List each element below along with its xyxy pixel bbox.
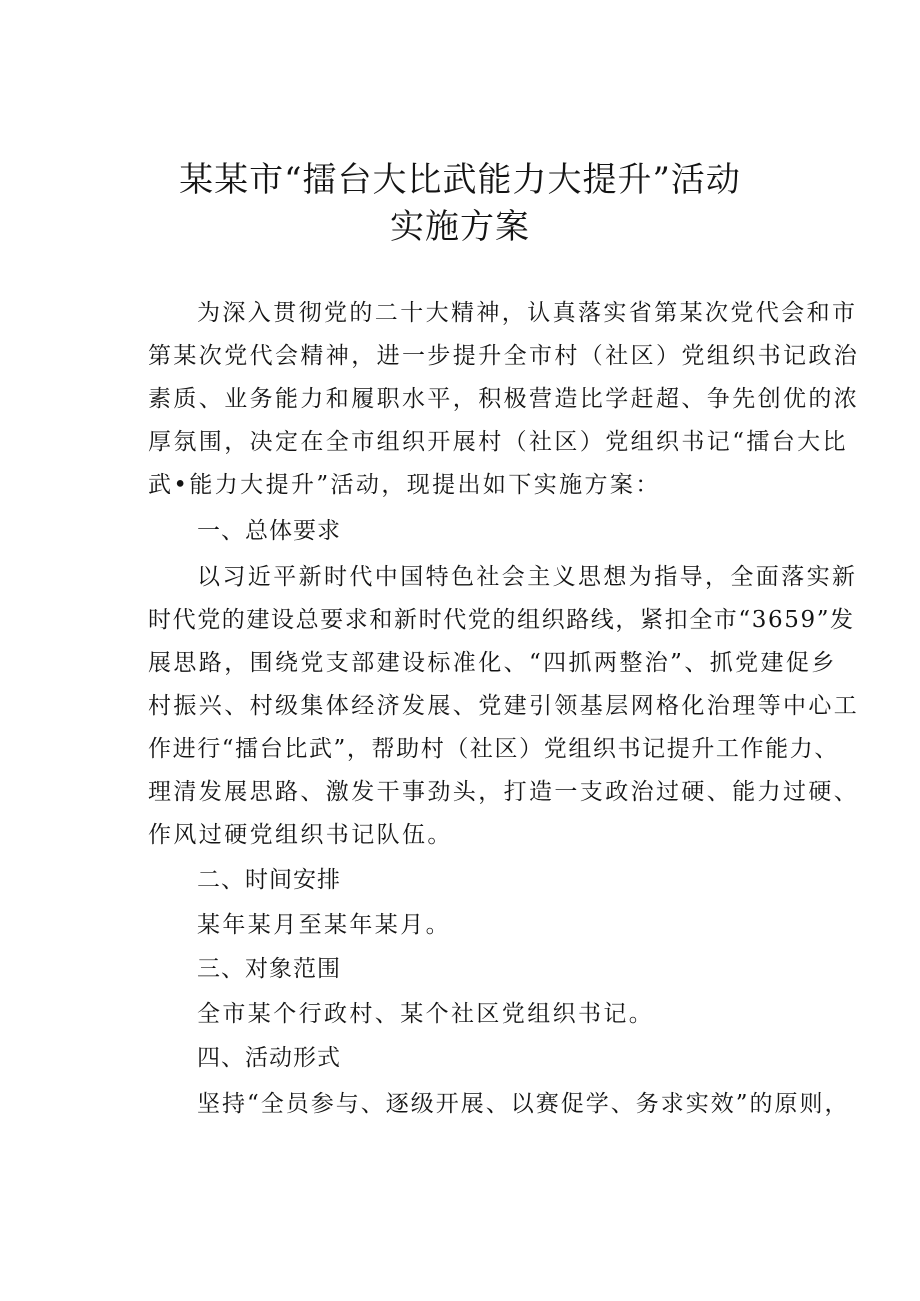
section-2-line-1: 某年某月至某年某月。 <box>197 912 451 938</box>
section-2-heading: 二、时间安排 <box>197 867 341 893</box>
intro-line-5: 武•能力大提升”活动，现提出如下实施方案： <box>148 472 661 498</box>
section-4-line-1: 坚持“全员参与、逐级开展、以赛促学、务求实效”的原则， <box>197 1091 850 1117</box>
document-title-line-1: 某某市“擂台大比武能力大提升”活动 <box>179 160 741 200</box>
section-1-line-6: 理清发展思路、激发干事劲头，打造一支政治过硬、能力过硬、 <box>148 779 860 805</box>
section-1-line-7: 作风过硬党组织书记队伍。 <box>148 822 453 848</box>
intro-line-1: 为深入贯彻党的二十大精神，认真落实省第某次党代会和市 <box>197 300 858 326</box>
section-4-heading: 四、活动形式 <box>197 1045 341 1071</box>
section-1-line-5: 作进行“擂台比武”，帮助村（社区）党组织书记提升工作能力、 <box>148 736 839 762</box>
section-3-line-1: 全市某个行政村、某个社区党组织书记。 <box>197 1001 655 1027</box>
section-1-heading: 一、总体要求 <box>197 518 341 544</box>
section-1-line-1: 以习近平新时代中国特色社会主义思想为指导，全面落实新 <box>197 564 858 590</box>
document-title-line-2: 实施方案 <box>390 207 530 247</box>
intro-line-2: 第某次党代会精神，进一步提升全市村（社区）党组织书记政治 <box>148 343 860 369</box>
section-3-heading: 三、对象范围 <box>197 956 341 982</box>
section-1-line-4: 村振兴、村级集体经济发展、党建引领基层网格化治理等中心工 <box>148 693 860 719</box>
section-1-line-3: 展思路，围绕党支部建设标准化、“四抓两整治”、抓党建促乡 <box>148 650 837 676</box>
section-1-line-2: 时代党的建设总要求和新时代党的组织路线，紧扣全市“3659”发 <box>148 607 855 633</box>
intro-line-3: 素质、业务能力和履职水平，积极营造比学赶超、争先创优的浓 <box>148 386 860 412</box>
intro-line-4: 厚氛围，决定在全市组织开展村（社区）党组织书记“擂台大比 <box>148 429 848 455</box>
